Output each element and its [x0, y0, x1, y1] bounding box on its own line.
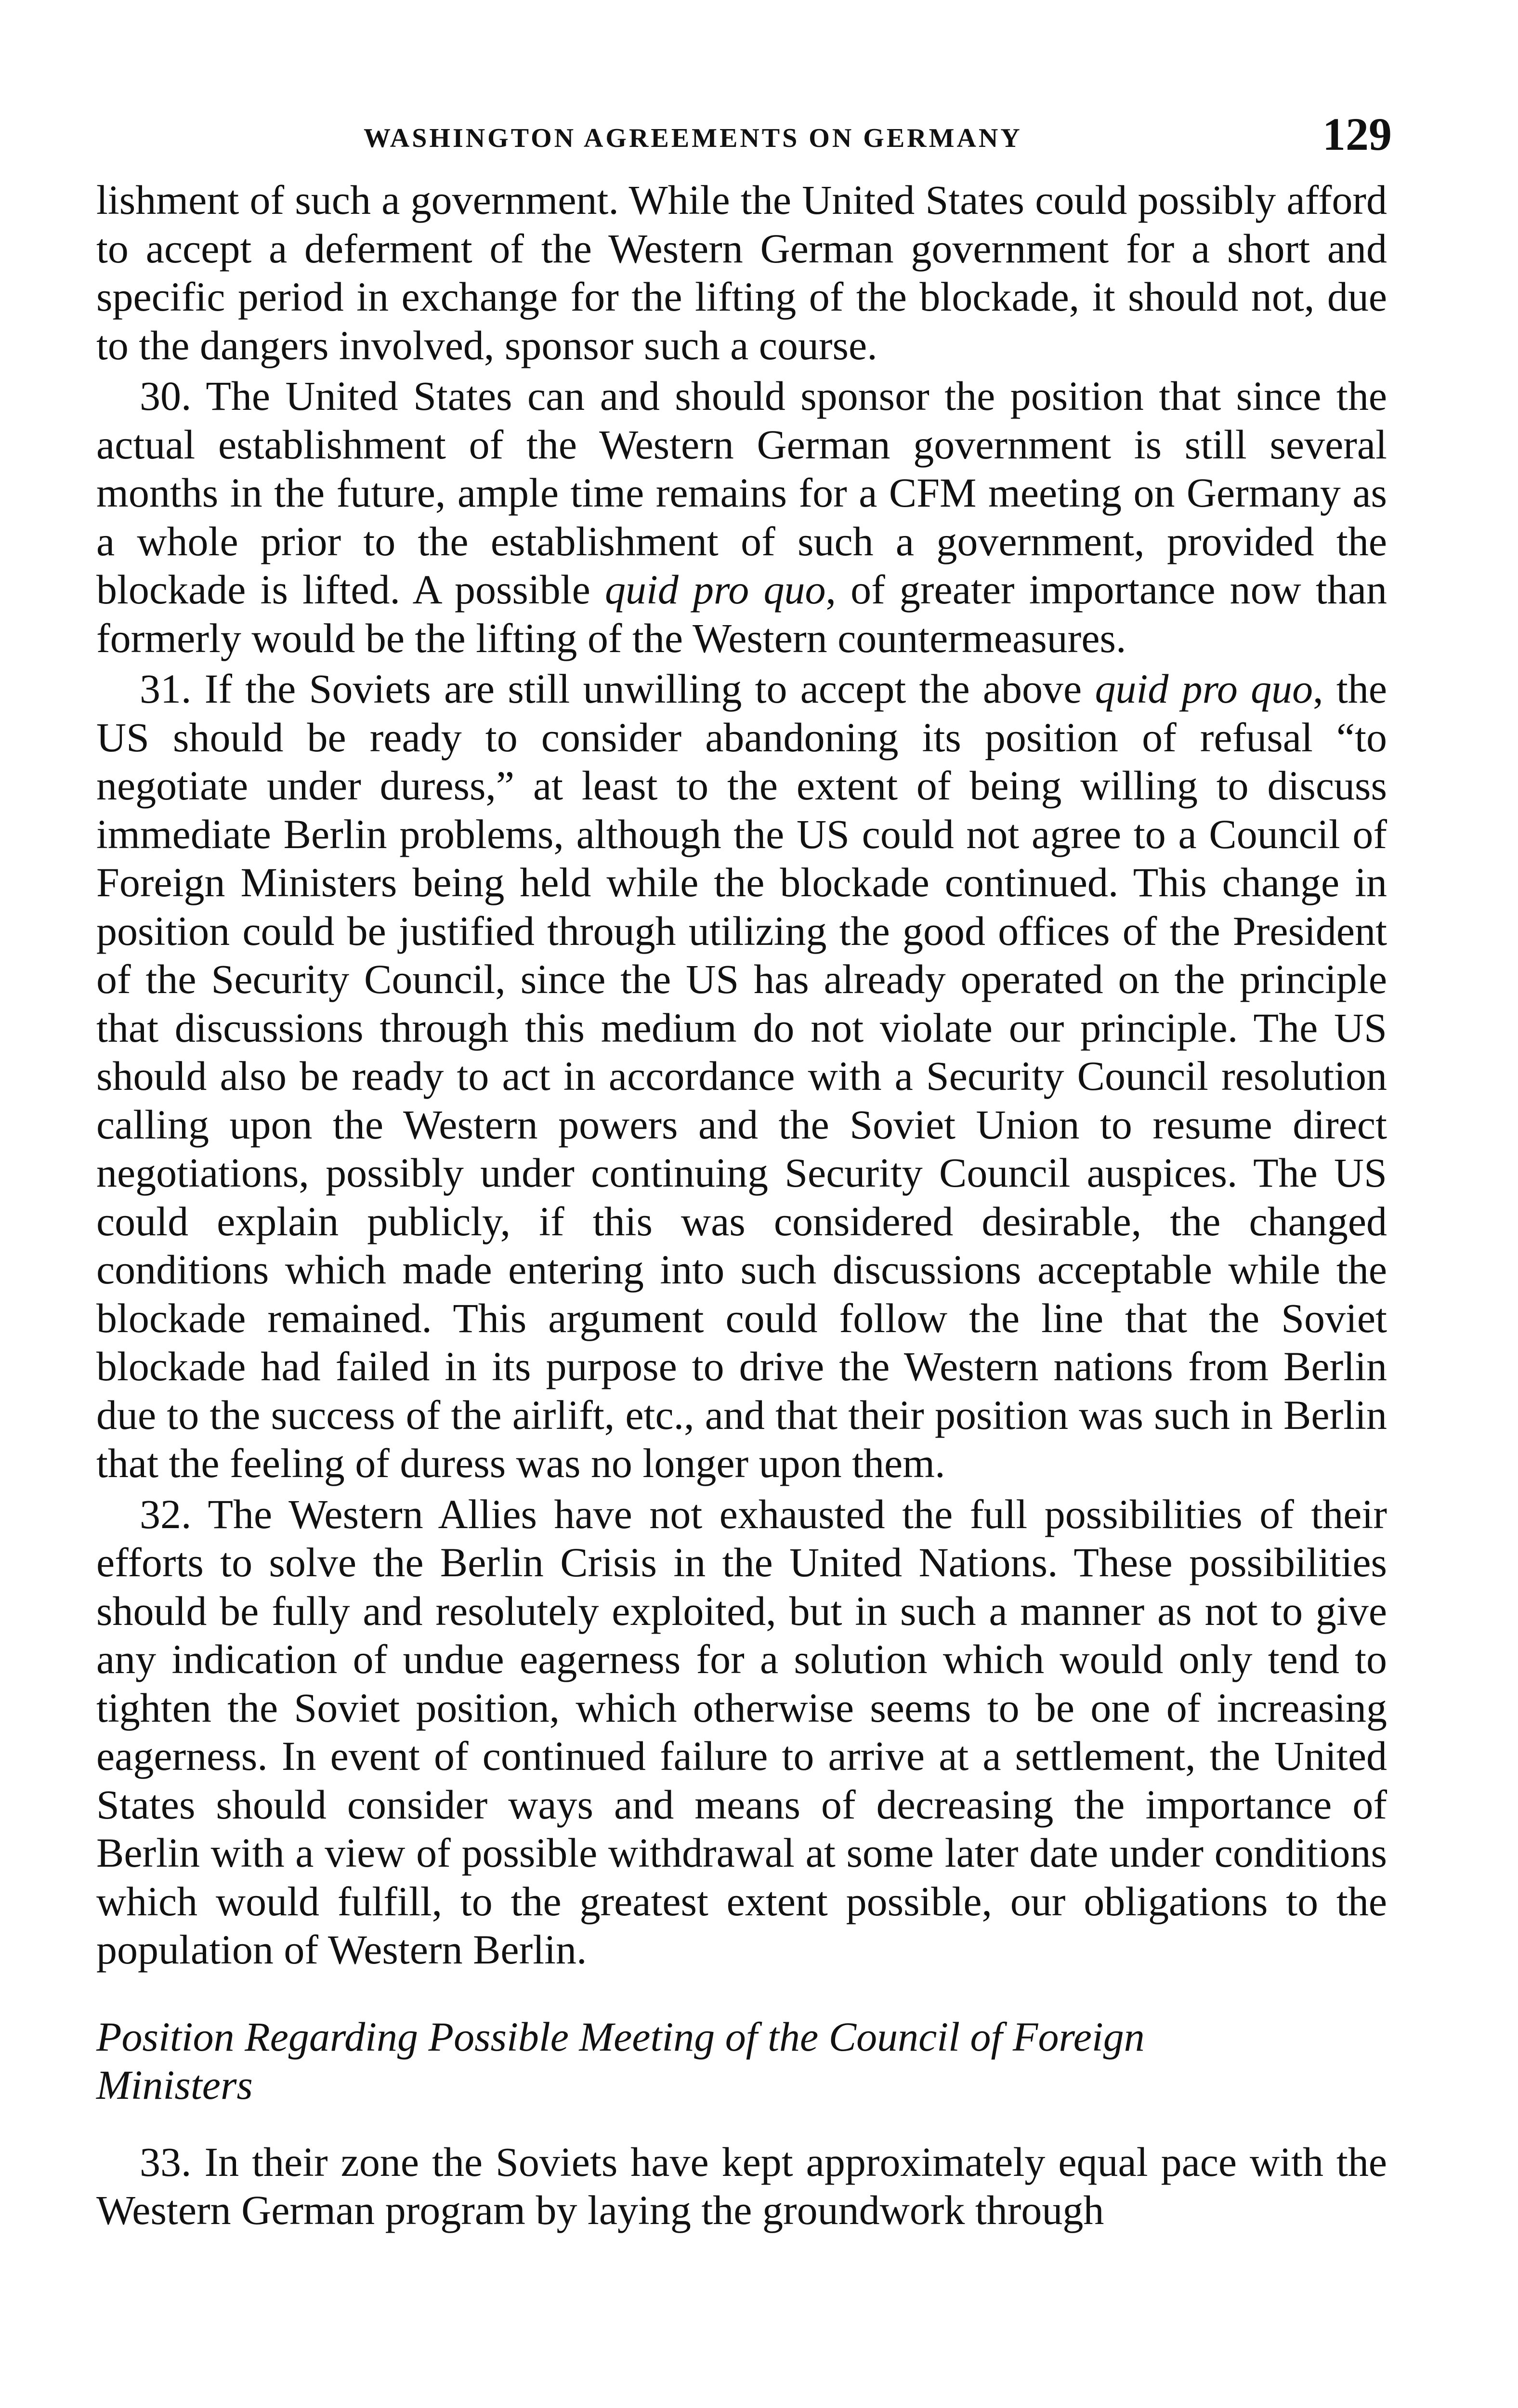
running-head: WASHINGTON AGREEMENTS ON GERMANY [364, 123, 1022, 153]
page-number: 129 [1322, 108, 1392, 160]
page-header [96, 104, 1392, 176]
document-page [96, 104, 1392, 2408]
latin-phrase: quid pro quo [1095, 666, 1313, 712]
body-text [96, 176, 1387, 2235]
paragraph-29-continuation: lishment of such a government. While the United States could possibly afford to accept a deferment of the Western German government for a short and specific period in exchange for the lifting of the blockade, it should not, due to the dangers involved, sponsor such a course. [96, 177, 1387, 368]
paragraph-30: 30. The United States can and should sponsor the position that since the actual establishment of the Western German government is still several months in the future, ample time remains for a CFM meeting on Germany as a whole prior to the establishment of such a government, provided the blockade is lifted. A possible quid pro quo, of greater importance now than formerly would be the lifting of the Western countermeasures. [96, 373, 1387, 661]
section-heading-line2: Ministers [96, 2061, 253, 2108]
section-heading [96, 2013, 1387, 2109]
paragraph-31: 31. If the Soviets are still unwilling to accept the above quid pro quo, the US should be ready to consider abandoning its position of refusal “to negotiate under duress,” at least to the extent of being willing to discuss immediate Berlin problems, although the US could not agree to a Council of Foreign Ministers being held while the blockade continued. This change in position could be justified through utilizing the good offices of the President of the Security Council, since the US has already operated on the principle that discussions through this medium do not violate our principle. The US should also be ready to act in accordance with a Security Council resolution calling upon the Western powers and the Soviet Union to resume direct negotiations, possibly under continuing Security Council auspices. The US could explain publicly, if this was considered desirable, the changed conditions which made entering into such discussions acceptable while the blockade remained. This argument could follow the line that the Soviet blockade had failed in its purpose to drive the Western nations from Berlin due to the success of the airlift, etc., and that their position was such in Berlin that the feeling of duress was no longer upon them. [96, 666, 1387, 1486]
section-heading-line1: Position Regarding Possible Meeting of the Council of Foreign [96, 2013, 1145, 2060]
latin-phrase: quid pro quo [604, 566, 826, 613]
paragraph-32: 32. The Western Allies have not exhausted the full possibilities of their efforts to solve the Berlin Crisis in the United Nations. These possibilities should be fully and resolutely exploited, but in such a manner as not to give any indication of undue eagerness for a solution which would only tend to tighten the Soviet position, which otherwise seems to be one of increasing eagerness. In event of continued failure to arrive at a settlement, the United States should consider ways and means of decreasing the importance of Berlin with a view of possible withdrawal at some later date under conditions which would fulfill, to the greatest extent possible, our obligations to the population of Western Berlin. [96, 1491, 1387, 1973]
paragraph-33: 33. In their zone the Soviets have kept approximately equal pace with the Western German program by laying the groundwork through [96, 2138, 1387, 2233]
